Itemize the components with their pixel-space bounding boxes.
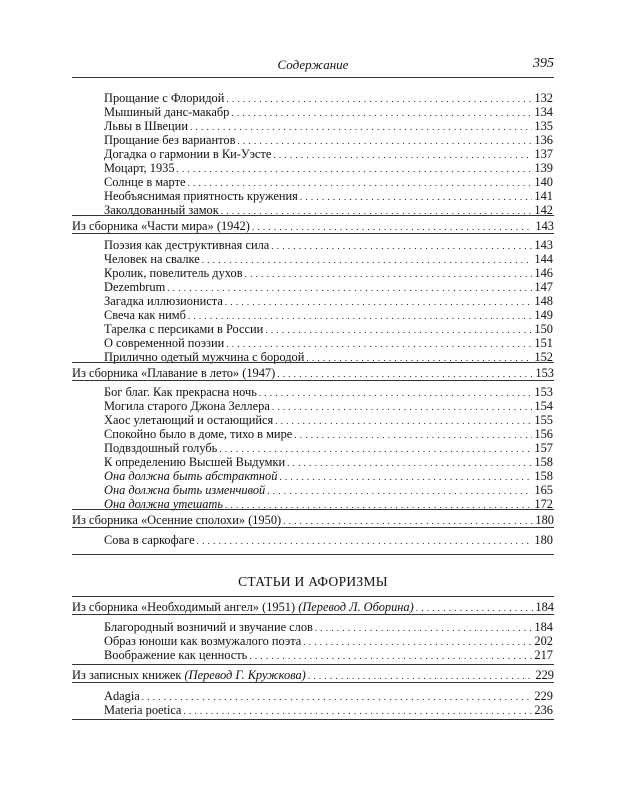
toc-section-entry: Из сборника «Необходимый ангел» (1951) (Перевод Л. Оборина) . . . 184 <box>72 600 554 615</box>
toc-entry: Поэзия как деструктивная сила . . . 143 <box>104 238 553 253</box>
toc-entry: Образ юноши как возмужалого поэта . . . 202 <box>104 634 553 649</box>
section-divider <box>72 554 554 555</box>
section-divider <box>72 380 554 381</box>
toc-entry: Она должна утешать . . . 172 <box>104 497 553 512</box>
section-divider <box>72 215 554 216</box>
section-divider <box>72 614 554 615</box>
toc-entry: Прощание с Флоридой . . . 132 <box>104 91 553 106</box>
toc-entry: Необъяснимая приятность кружения . . . 141 <box>104 189 553 204</box>
toc-entry: Догадка о гармонии в Ки-Уэсте . . . 137 <box>104 147 553 162</box>
section-divider <box>72 233 554 234</box>
toc-entry: К определению Высшей Выдумки . . . 158 <box>104 455 553 470</box>
toc-section-entry: Из сборника «Части мира» (1942) . . . 143 <box>72 219 554 234</box>
toc-entry: Благородный возничий и звучание слов . . . 184 <box>104 620 553 635</box>
toc-section-entry: Из сборника «Плавание в лето» (1947) . . . 153 <box>72 366 554 381</box>
toc-entry: Загадка иллюзиониста . . . 148 <box>104 294 553 309</box>
toc-entry: Прощание без вариантов . . . 136 <box>104 133 553 148</box>
page-number: 395 <box>533 56 554 71</box>
section-divider <box>72 527 554 528</box>
toc-entry: Она должна быть изменчивой . . . 165 <box>104 483 553 498</box>
toc-entry: Спокойно было в доме, тихо в мире . . . 156 <box>104 427 553 442</box>
toc-entry: Могила старого Джона Зеллера . . . 154 <box>104 399 553 414</box>
toc-entry: Хаос улетающий и остающийся . . . 155 <box>104 413 553 428</box>
part-heading: СТАТЬИ И АФОРИЗМЫ <box>238 574 388 589</box>
toc-entry: Мышиный данс-макабр . . . 134 <box>104 105 553 120</box>
toc-entry: Заколдованный замок . . . 142 <box>104 203 553 218</box>
running-title: Содержание <box>277 57 349 72</box>
running-header <box>72 55 554 75</box>
toc-section-entry: Из сборника «Осенние сполохи» (1950) . . . 180 <box>72 513 554 528</box>
toc-entry: Подвздошный голубь . . . 157 <box>104 441 553 456</box>
section-divider <box>72 596 554 597</box>
section-divider <box>72 362 554 363</box>
toc-entry: Сова в саркофаге . . . 180 <box>104 533 553 548</box>
toc-entry: Львы в Швеции . . . 135 <box>104 119 553 134</box>
toc-section-entry: Из записных книжек (Перевод Г. Кружкова) . . . 229 <box>72 668 554 683</box>
toc-entry: Человек на свалке . . . 144 <box>104 252 553 267</box>
toc-entry: Materia poetica . . . 236 <box>104 703 553 718</box>
toc-entry: О современной поэзии . . . 151 <box>104 336 553 351</box>
toc-entry: Dezembrum . . . 147 <box>104 280 553 295</box>
section-divider <box>72 664 554 665</box>
section-divider <box>72 682 554 683</box>
toc-entry: Adagia . . . 229 <box>104 689 553 704</box>
toc-entry: Кролик, повелитель духов . . . 146 <box>104 266 553 281</box>
toc-entry: Свеча как нимб . . . 149 <box>104 308 553 323</box>
toc-entry: Прилично одетый мужчина с бородой . . . 152 <box>104 350 553 365</box>
header-rule <box>72 77 554 78</box>
toc-entry: Она должна быть абстрактной . . . 158 <box>104 469 553 484</box>
section-divider <box>72 509 554 510</box>
toc-entry: Моцарт, 1935 . . . 139 <box>104 161 553 176</box>
toc-entry: Тарелка с персиками в России . . . 150 <box>104 322 553 337</box>
toc-entry: Воображение как ценность . . . 217 <box>104 648 553 663</box>
toc-entry: Бог благ. Как прекрасна ночь . . . 153 <box>104 385 553 400</box>
section-divider <box>72 719 554 720</box>
toc-entry: Солнце в марте . . . 140 <box>104 175 553 190</box>
